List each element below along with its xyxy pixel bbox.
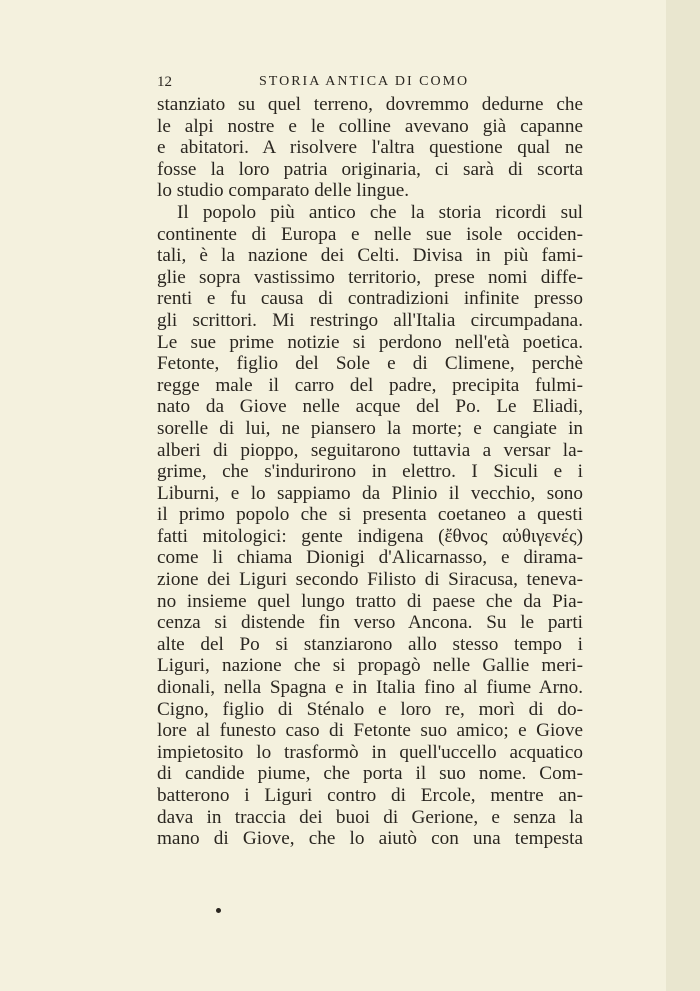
text-line: tali, è la nazione dei Celti. Divisa in più fami- bbox=[157, 245, 583, 267]
text-line: stanziato su quel terreno, dovremmo dedurne che bbox=[157, 94, 583, 115]
text-line: alberi di pioppo, seguitarono tuttavia a versar la- bbox=[157, 439, 583, 461]
text-line: glie sopra vastissimo territorio, prese nomi diffe- bbox=[157, 266, 583, 288]
page-number: 12 bbox=[157, 74, 172, 90]
text-line: le alpi nostre e le colline avevano già capanne bbox=[157, 115, 583, 137]
text-line: alte del Po si stanziarono allo stesso tempo i bbox=[157, 633, 583, 655]
text-line: lore al funesto caso di Fetonte suo amico; e Giove bbox=[157, 720, 583, 742]
text-line: fosse la loro patria originaria, ci sarà di scorta bbox=[157, 158, 583, 180]
text-line: Fetonte, figlio del Sole e di Climene, perchè bbox=[157, 353, 583, 375]
body-text bbox=[157, 94, 583, 850]
text-line: zione dei Liguri secondo Filisto di Siracusa, teneva- bbox=[157, 569, 583, 591]
text-line: Il popolo più antico che la storia ricordi sul bbox=[177, 201, 583, 223]
text-line: gli scrittori. Mi restringo all'Italia circumpadana. bbox=[157, 309, 583, 331]
text-line: grime, che s'indurirono in elettro. I Siculi e i bbox=[157, 461, 583, 483]
text-line: mano di Giove, che lo aiutò con una tempesta bbox=[157, 828, 583, 850]
text-line: batterono i Liguri contro di Ercole, mentre an- bbox=[157, 785, 583, 806]
text-line: dionali, nella Spagna e in Italia fino al fiume Arno. bbox=[157, 677, 583, 699]
text-line: dava in traccia dei buoi di Gerione, e senza la bbox=[157, 806, 583, 828]
running-title: STORIA ANTICA DI COMO bbox=[259, 74, 470, 89]
text-line: e abitatori. A risolvere l'altra questione qual ne bbox=[157, 137, 583, 159]
text-line: Liburni, e lo sappiamo da Plinio il vecchio, sono bbox=[157, 482, 583, 504]
text-line: Liguri, nazione che si propagò nelle Gallie meri- bbox=[157, 655, 583, 677]
text-line: sorelle di lui, ne piansero la morte; e cangiate in bbox=[157, 417, 583, 439]
text-line: renti e fu causa di contradizioni infinite presso bbox=[157, 288, 583, 310]
text-line: continente di Europa e nelle sue isole occiden- bbox=[157, 223, 583, 245]
text-line: cenza si distende fin verso Ancona. Su le parti bbox=[157, 612, 583, 634]
text-line: di candide piume, che porta il suo nome. Com- bbox=[157, 763, 583, 785]
text-line: nato da Giove nelle acque del Po. Le Eliadi, bbox=[157, 396, 583, 418]
text-line: Cigno, figlio di Sténalo e loro re, morì di do- bbox=[157, 698, 583, 720]
text-line: impietosito lo trasformò in quell'uccello acquatico bbox=[157, 741, 583, 763]
text-line: no insieme quel lungo tratto di paese che da Pia- bbox=[157, 590, 583, 612]
text-line: Le sue prime notizie si perdono nell'età poetica. bbox=[157, 331, 583, 353]
text-line: fatti mitologici: gente indigena (ἔθνος αὐθιγενές) bbox=[157, 525, 583, 547]
text-line: regge male il carro del padre, precipita fulmi- bbox=[157, 374, 583, 396]
page-header bbox=[157, 74, 583, 94]
page-edge bbox=[666, 0, 700, 991]
ink-speck bbox=[216, 908, 221, 913]
text-line: come li chiama Dionigi d'Alicarnasso, e dirama- bbox=[157, 547, 583, 569]
text-line: il primo popolo che si presenta coetaneo a questi bbox=[157, 504, 583, 526]
text-line: lo studio comparato delle lingue. bbox=[157, 180, 410, 202]
